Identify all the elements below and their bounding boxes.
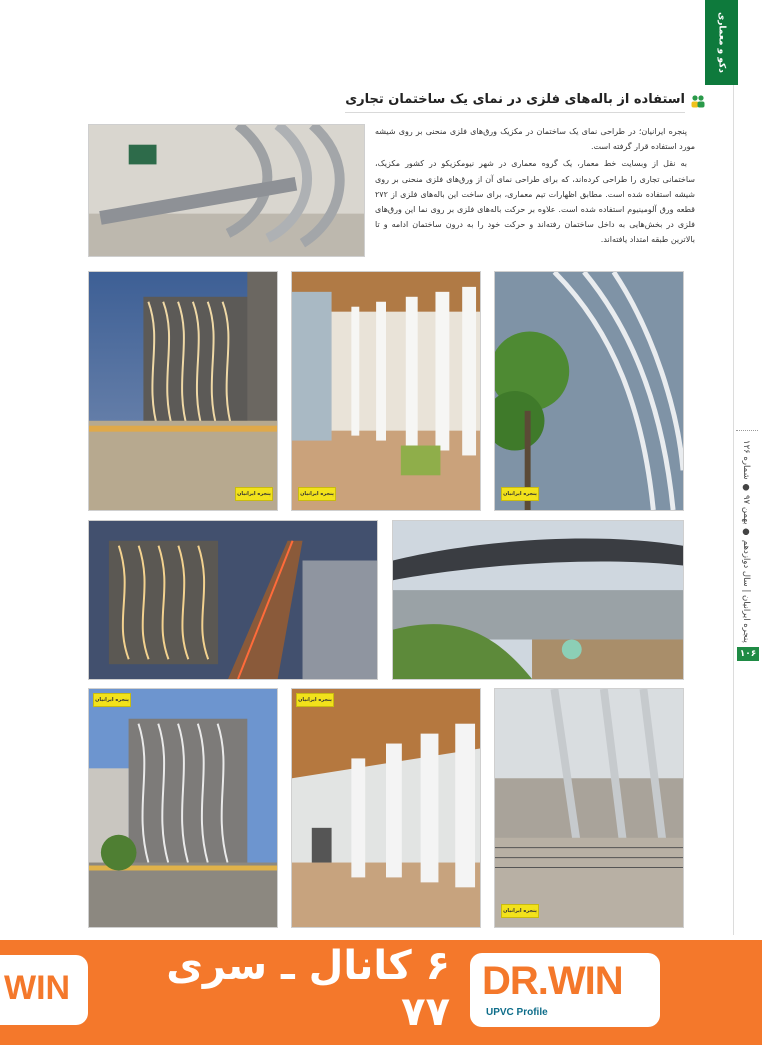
logo-sub-text: UPVC Profile bbox=[486, 1007, 548, 1018]
photo-badge: پنجره ایرانیان bbox=[298, 487, 336, 501]
logo-left bbox=[0, 955, 88, 1025]
page-number: ۱۰۶ bbox=[737, 647, 759, 661]
photo-badge: پنجره ایرانیان bbox=[93, 693, 131, 707]
photo-lobby-fins bbox=[291, 688, 481, 928]
section-tab bbox=[705, 0, 738, 85]
photo-balcony-fins bbox=[494, 688, 684, 928]
photo-badge: پنجره ایرانیان bbox=[501, 904, 539, 918]
photo-city-night bbox=[88, 520, 378, 680]
photo-building-day bbox=[88, 688, 278, 928]
photo-facade-tree bbox=[494, 271, 684, 511]
photo-badge: پنجره ایرانیان bbox=[235, 487, 273, 501]
issue-info: پنجره ایرانیان | سال دوازدهم ● بهمن ۹۷ ● شماره ۱۲۶ bbox=[741, 440, 751, 643]
photo-fin-parts bbox=[88, 124, 365, 257]
logo-left-text: WIN bbox=[4, 969, 71, 1007]
people-icon bbox=[690, 94, 706, 108]
photo-terrace-canopy bbox=[392, 520, 684, 680]
side-rule bbox=[733, 85, 734, 935]
article-title: استفاده از باله‌های فلزی در نمای یک ساختمان تجاری bbox=[345, 92, 685, 113]
article-body bbox=[375, 124, 695, 264]
side-tick bbox=[736, 430, 758, 432]
paragraph: پنجره ایرانیان؛ در طراحی نمای یک ساختمان در مکزیک ورق‌های فلزی منحنی بر روی شیشه مورد استفاده قرار گرفته است. bbox=[375, 127, 695, 152]
banner-headline: ۶ کانال ـ سری ۷۷ bbox=[166, 943, 450, 1035]
logo-main-text: DR.WIN bbox=[482, 959, 623, 1003]
photo-interior-fins bbox=[291, 271, 481, 511]
drwin-logo bbox=[470, 953, 660, 1027]
photo-badge: پنجره ایرانیان bbox=[296, 693, 334, 707]
photo-badge: پنجره ایرانیان bbox=[501, 487, 539, 501]
paragraph: به نقل از وبسایت خط معمار، یک گروه معماری در شهر نیومکزیکو در کشور مکزیک، ساختمانی تجاری را طراحی کرده‌اند، که برای طراحی نمای آن از ورق‌های فلزی منحنی بر روی شیشه استفاده شده است. مطابق اظهارات تیم معماری، برای ساخت این باله‌های فلزی از ۲۷۲ قطعه ورق آلومینیوم استفاده شده است. علاوه بر حرکت باله‌های فلزی بر روی نما این ورق‌های فلزی در بخش‌هایی به داخل ساختمان رفته‌اند و حرکت خود را به درون ساختمان ادامه و تا بالاترین طبقه امتداد یافته‌اند. bbox=[375, 159, 695, 245]
section-tab-label: دکو و معماری bbox=[716, 12, 727, 73]
photo-building-dusk bbox=[88, 271, 278, 511]
